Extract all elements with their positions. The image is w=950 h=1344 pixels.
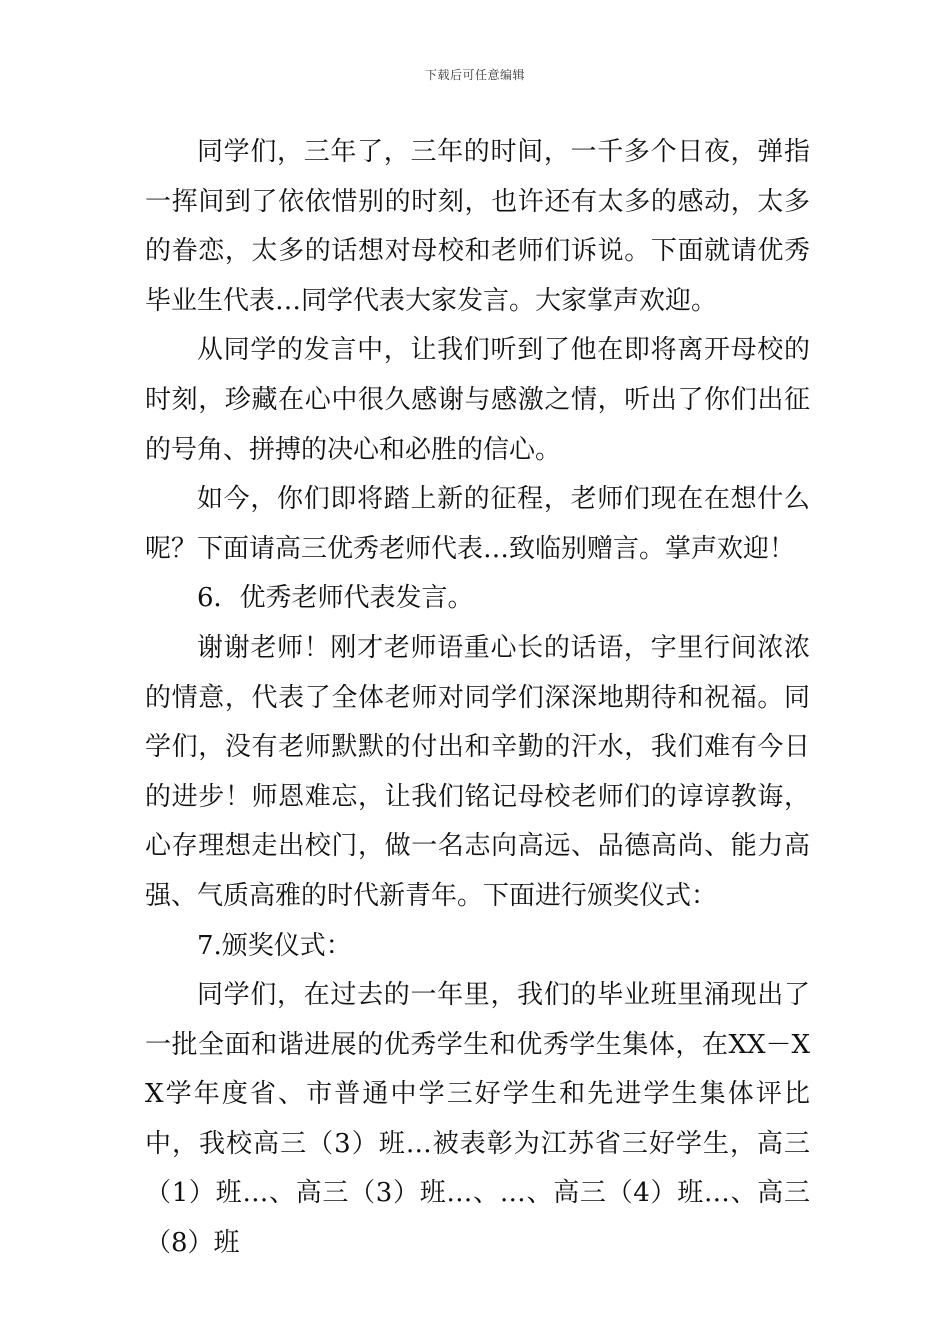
paragraph-student-speech-summary: 从同学的发言中，让我们听到了他在即将离开母校的时刻，珍藏在心中很久感谢与感激之情，听出了你们出征的号角、拼搏的决心和必胜的信心。 xyxy=(145,335,810,465)
section-heading-6: 6．优秀老师代表发言。 xyxy=(197,583,474,614)
paragraph-farewell-intro: 同学们，三年了，三年的时间，一千多个日夜，弹指一挥间到了依依惜别的时刻，也许还有太多的感动，太多的眷恋，太多的话想对母校和老师们诉说。下面就请优秀毕业生代表…同学代表大家发言。大家掌声欢迎。 xyxy=(145,137,810,316)
paragraph-thanks-teacher: 谢谢老师！刚才老师语重心长的话语，字里行间浓浓的情意，代表了全体老师对同学们深深地期待和祝福。同学们，没有老师默默的付出和辛勤的汗水，我们难有今日的进步！师恩难忘，让我们铭记母校老师们的谆谆教诲，心存理想走出校门，做一名志向高远、品德高尚、能力高强、气质高雅的时代新青年。下面进行颁奖仪式： xyxy=(145,632,810,911)
document-body xyxy=(145,128,810,1269)
page-header: 下载后可任意编辑 xyxy=(424,68,525,82)
section-heading-7: 7.颁奖仪式： xyxy=(197,930,352,961)
paragraph-awards: 同学们，在过去的一年里，我们的毕业班里涌现出了一批全面和谐进展的优秀学生和优秀学生集体，在XX－XX学年度省、市普通中学三好学生和先进学生集体评比中，我校高三（3）班…被表彰为江苏省三好学生，高三（1）班…、高三（3）班…、…、高三（4）班…、高三（8）班 xyxy=(145,980,810,1259)
paragraph-teacher-intro: 如今，你们即将踏上新的征程，老师们现在在想什么呢？下面请高三优秀老师代表…致临别赠言。掌声欢迎！ xyxy=(145,484,810,564)
